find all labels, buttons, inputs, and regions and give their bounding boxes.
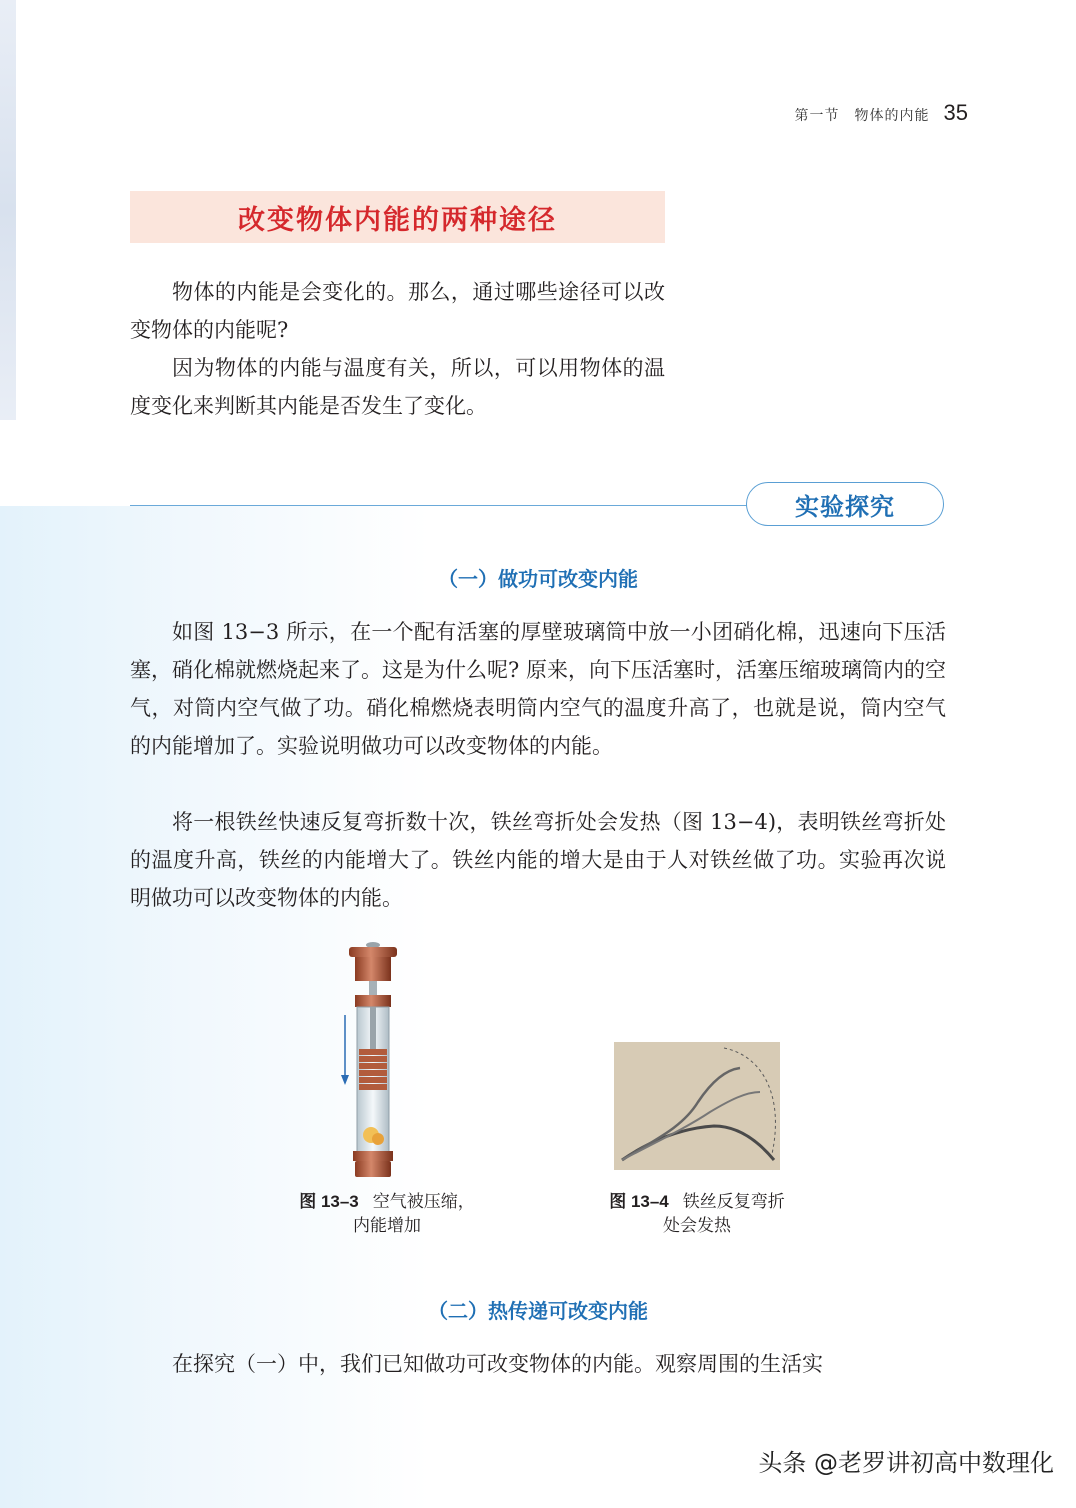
intro-paragraph-2: 因为物体的内能与温度有关，所以，可以用物体的温度变化来判断其内能是否发生了变化。 <box>130 356 665 418</box>
part1-paragraph-2: 将一根铁丝快速反复弯折数十次，铁丝弯折处会发热（图 13−4)，表明铁丝弯折处的温度升高，铁丝的内能增大了。铁丝内能的增大是由于人对铁丝做了功。实验再次说明做功可以改变物体的内能。 <box>130 810 946 910</box>
experiment-part1-heading: （一）做功可改变内能 <box>438 567 638 591</box>
experiment-badge-label: 实验探究 <box>795 492 895 521</box>
intro-paragraph-1: 物体的内能是会变化的。那么，通过哪些途径可以改变物体的内能呢? <box>130 280 665 342</box>
section-title: 改变物体内能的两种途径 <box>238 204 557 236</box>
section-title-box <box>130 191 665 243</box>
figure-13-3-label: 图 13–3 <box>299 1192 359 1211</box>
experiment-part2-heading: （二）热传递可改变内能 <box>428 1299 648 1323</box>
watermark: 头条 @老罗讲初高中数理化 <box>758 1449 1054 1477</box>
figure-13-4-caption <box>572 1190 822 1238</box>
experiment-badge <box>746 482 944 526</box>
section-divider-line <box>130 505 750 506</box>
air-compression-cylinder-figure <box>325 935 415 1185</box>
left-edge-strip <box>0 0 16 420</box>
figure-13-3-caption-line2: 内能增加 <box>353 1216 421 1236</box>
figure-13-3-caption <box>262 1190 512 1238</box>
figure-13-3-caption-line1: 空气被压缩， <box>372 1192 475 1212</box>
bent-wire-figure <box>614 1042 780 1170</box>
header-section-title: 第一节 物体的内能 <box>794 108 930 124</box>
part2-paragraph: 在探究（一）中，我们已知做功可改变物体的内能。观察周围的生活实 <box>172 1352 823 1376</box>
part1-paragraph-1: 如图 13−3 所示，在一个配有活塞的厚壁玻璃筒中放一小团硝化棉，迅速向下压活塞，硝化棉就燃烧起来了。这是为什么呢? 原来，向下压活塞时，活塞压缩玻璃筒内的空气，对筒内空气做了功。硝化棉燃烧表明筒内空气的温度升高了，也就是说，筒内空气的内能增加了。实验说明做功可以改变物体的内能。 <box>130 620 946 758</box>
running-header <box>795 100 968 126</box>
figure-13-4-label: 图 13–4 <box>609 1192 669 1211</box>
figure-13-4-caption-line1: 铁丝反复弯折 <box>682 1192 785 1212</box>
page-number: 35 <box>943 100 968 125</box>
figure-13-4-caption-line2: 处会发热 <box>663 1216 731 1236</box>
